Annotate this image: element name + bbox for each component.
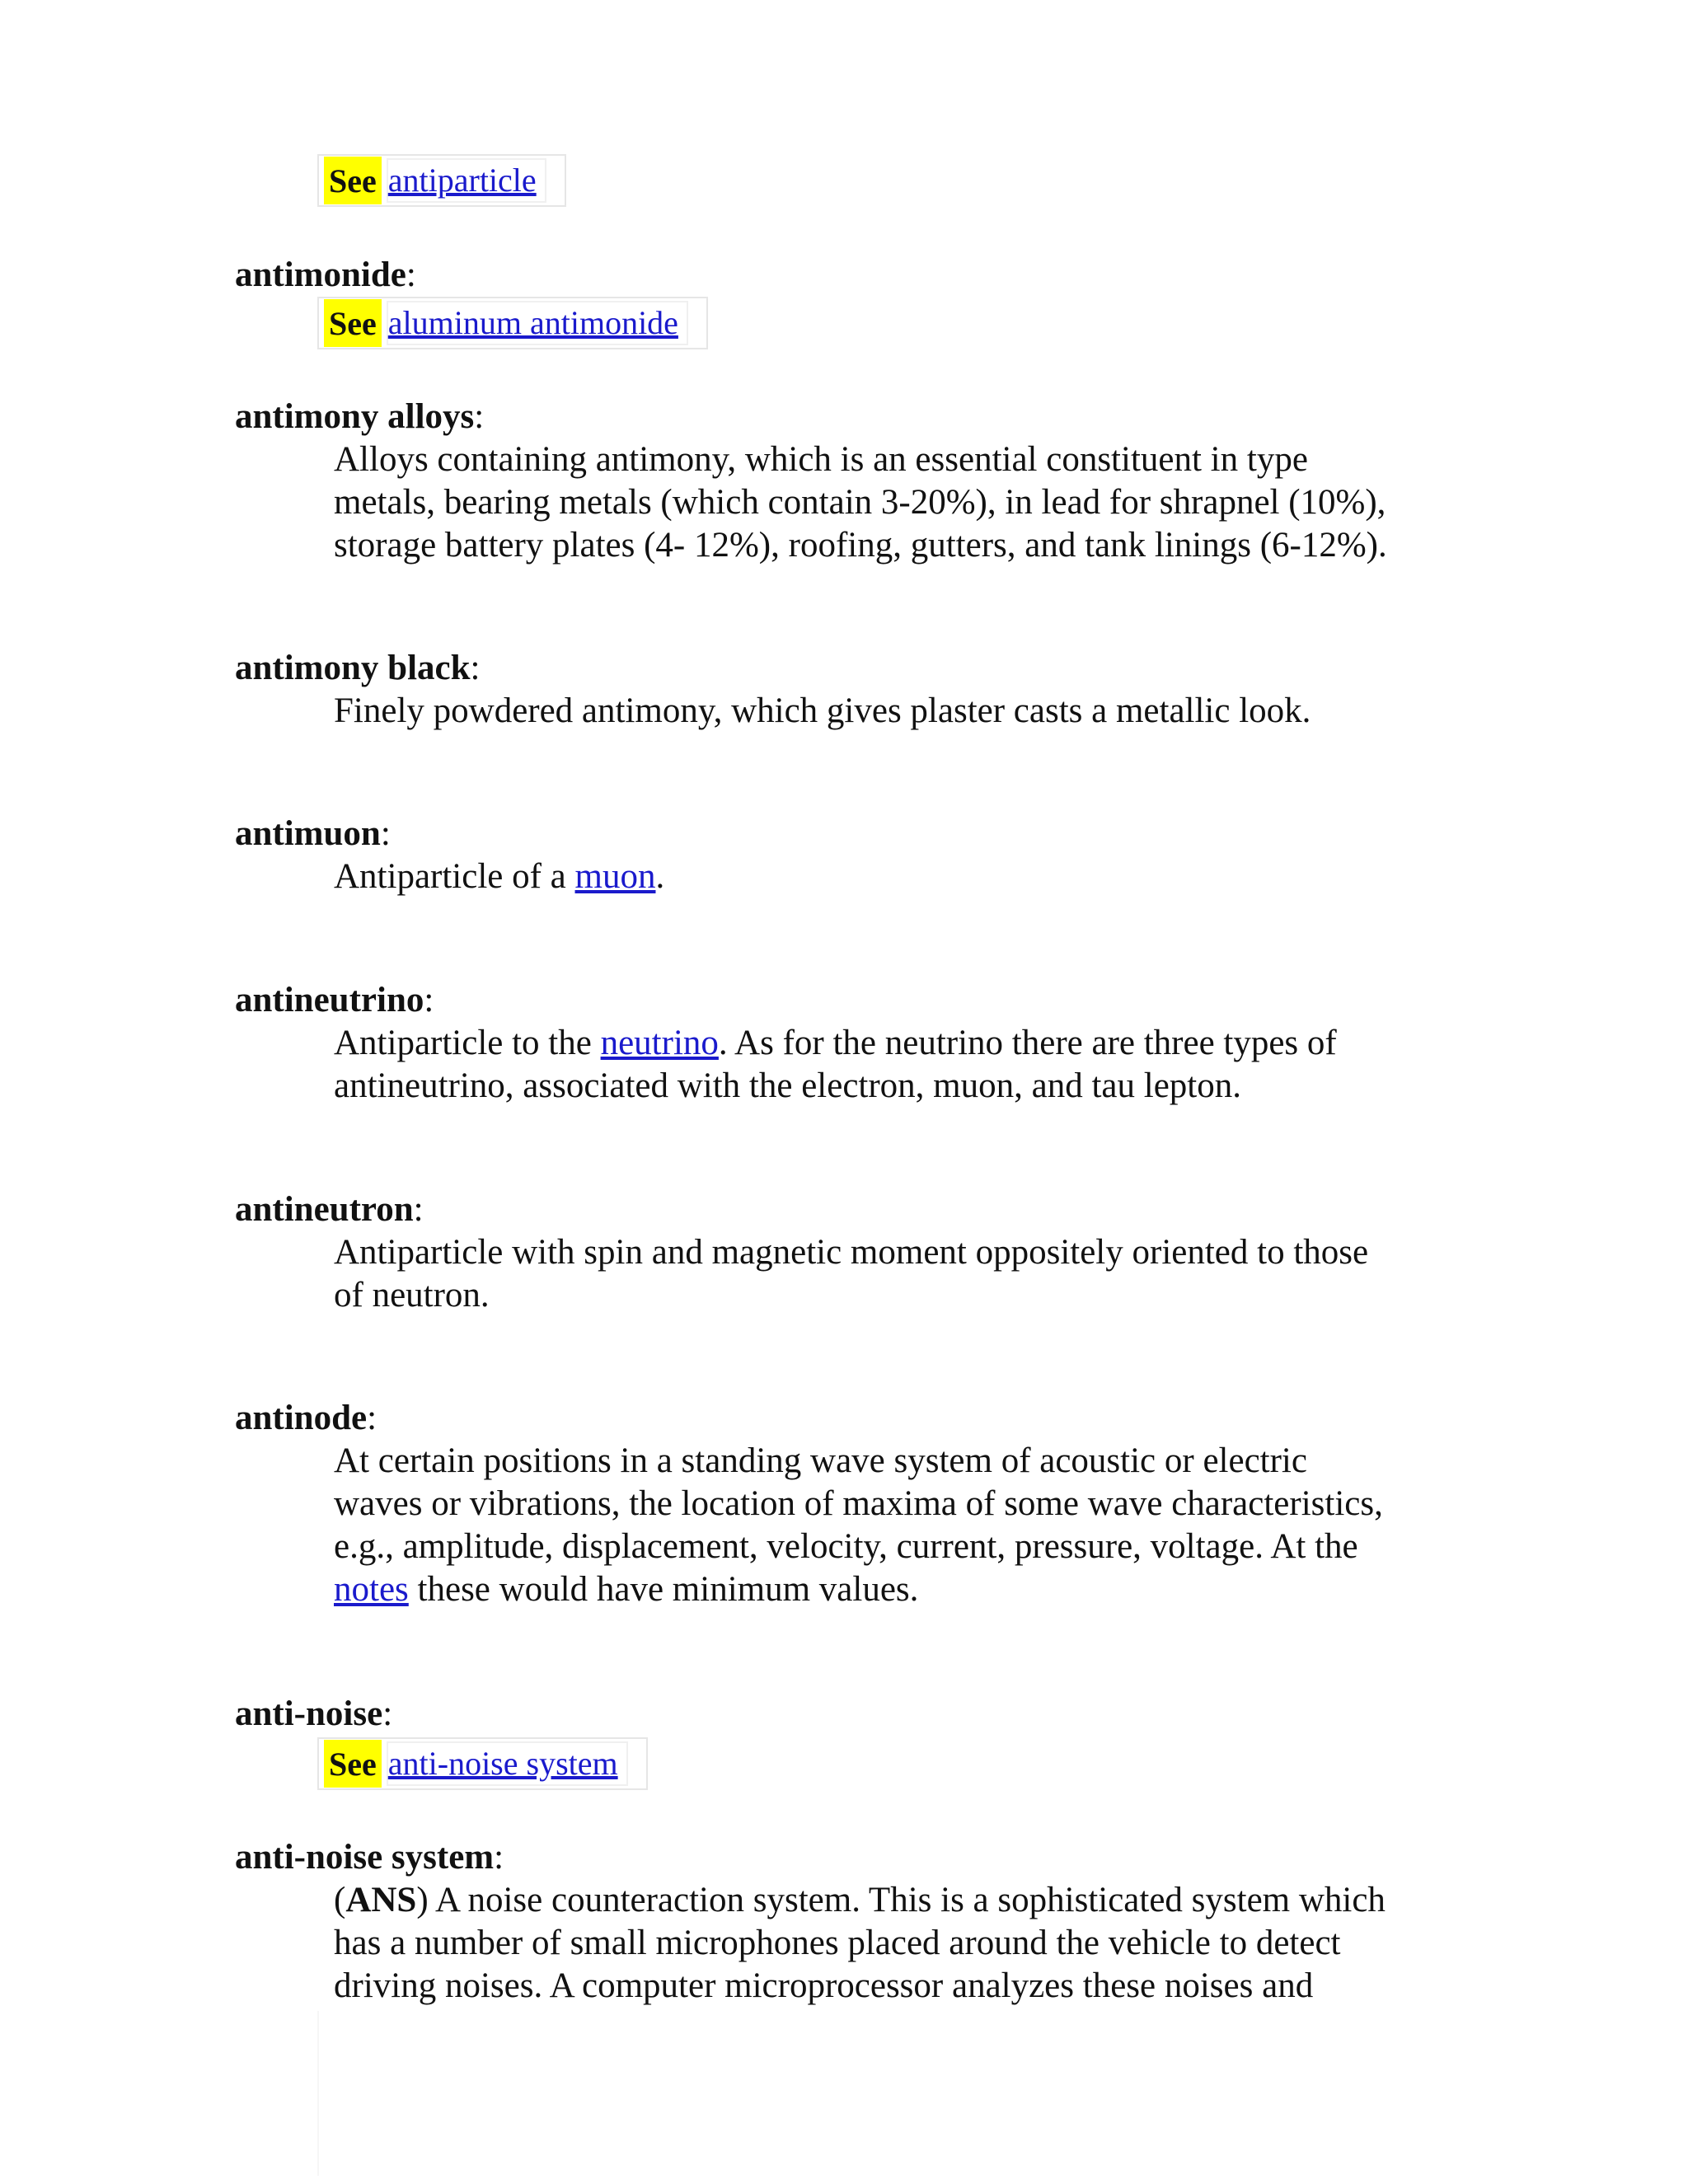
- definition-line: Alloys containing antimony, which is an essential constituent in type: [334, 440, 1308, 479]
- term-antimonide: antimonide: [235, 255, 406, 294]
- see-reference-box: [317, 1737, 648, 1790]
- definition-line: driving noises. A computer microprocessor analyzes these noises and: [334, 1966, 1314, 2005]
- definition-line: Antiparticle with spin and magnetic moment oppositely oriented to those: [334, 1233, 1369, 1272]
- divider: [317, 2011, 319, 2176]
- see-label: See: [324, 299, 382, 347]
- term-anti-noise: anti-noise: [235, 1694, 383, 1733]
- term-antineutrino: antineutrino: [235, 981, 424, 1019]
- glossary-entry-antimony-black: antimony black: Finely powdered antimony, which gives plaster casts a metallic look.: [235, 647, 1488, 733]
- definition-line: metals, bearing metals (which contain 3-20%), in lead for shrapnel (10%),: [334, 483, 1386, 522]
- abbreviation: ANS: [345, 1881, 417, 1919]
- glossary-entry-antimuon: antimuon: Antiparticle of a muon.: [235, 813, 1488, 898]
- glossary-entry-anti-noise: anti-noise:: [235, 1694, 393, 1733]
- term-antinode: antinode: [235, 1399, 368, 1437]
- glossary-entry-antineutron: antineutron: Antiparticle with spin and magnetic moment oppositely oriented to those of neutron.: [235, 1188, 1488, 1317]
- term-antimuon: antimuon: [235, 814, 381, 853]
- glossary-entry-antimonide: antimonide:: [235, 255, 416, 294]
- glossary-entry-antineutrino: antineutrino: Antiparticle to the neutrino. As for the neutrino there are three types of antineutrino, associated with the electron, muon, and tau lepton.: [235, 979, 1488, 1108]
- definition-line: storage battery plates (4- 12%), roofing, gutters, and tank linings (6-12%).: [334, 526, 1387, 565]
- definition-line: of neutron.: [334, 1276, 490, 1315]
- term-antimony-black: antimony black: [235, 649, 471, 687]
- glossary-entry-antinode: antinode: At certain positions in a standing wave system of acoustic or electric waves or vibrations, the location of maxima of some wave characteristics, e.g., amplitude, displacement, velocity, current, pressure, voltage. At the notes these would have minimum values.: [235, 1397, 1488, 1611]
- see-reference-box: [317, 154, 566, 207]
- term-antimony-alloys: antimony alloys: [235, 397, 475, 436]
- glossary-entry-antimony-alloys: antimony alloys: Alloys containing antimony, which is an essential constituent in type metals, bearing metals (which contain 3-20%), in lead for shrapnel (10%), storage battery plates (4- 12%), roofing, gutters, and tank linings (6-12%).: [235, 396, 1488, 567]
- link-antiparticle[interactable]: antiparticle: [387, 162, 537, 199]
- link-notes[interactable]: notes: [334, 1570, 409, 1609]
- term-anti-noise-system: anti-noise system: [235, 1838, 495, 1877]
- link-aluminum-antimonide[interactable]: aluminum antimonide: [387, 304, 678, 341]
- definition-line: At certain positions in a standing wave system of acoustic or electric: [334, 1441, 1307, 1480]
- link-anti-noise-system[interactable]: anti-noise system: [387, 1745, 618, 1782]
- term-antineutron: antineutron: [235, 1190, 414, 1229]
- definition-line: Antiparticle to the neutrino. As for the neutrino there are three types of: [334, 1024, 1337, 1062]
- see-reference-box: [317, 297, 708, 349]
- link-neutrino[interactable]: neutrino: [600, 1024, 719, 1062]
- definition-line: (ANS) A noise counteraction system. This is a sophisticated system which: [334, 1881, 1386, 1919]
- definition-line: Finely powdered antimony, which gives plaster casts a metallic look.: [334, 691, 1311, 730]
- glossary-entry-anti-noise-system: anti-noise system: (ANS) A noise counteraction system. This is a sophisticated system which has a number of small microphones placed around the vehicle to detect driving noises. A computer microprocessor analyzes these noises and: [235, 1836, 1488, 2008]
- definition-line: notes these would have minimum values.: [334, 1570, 919, 1609]
- definition-line: antineutrino, associated with the electron, muon, and tau lepton.: [334, 1066, 1241, 1105]
- link-muon[interactable]: muon: [574, 857, 656, 896]
- see-label: See: [324, 157, 382, 204]
- definition-line: waves or vibrations, the location of maxima of some wave characteristics,: [334, 1484, 1383, 1523]
- see-label: See: [324, 1740, 382, 1788]
- definition-line: has a number of small microphones placed around the vehicle to detect: [334, 1924, 1341, 1962]
- definition-line: e.g., amplitude, displacement, velocity, current, pressure, voltage. At the: [334, 1527, 1358, 1566]
- definition-line: Antiparticle of a muon.: [334, 857, 665, 896]
